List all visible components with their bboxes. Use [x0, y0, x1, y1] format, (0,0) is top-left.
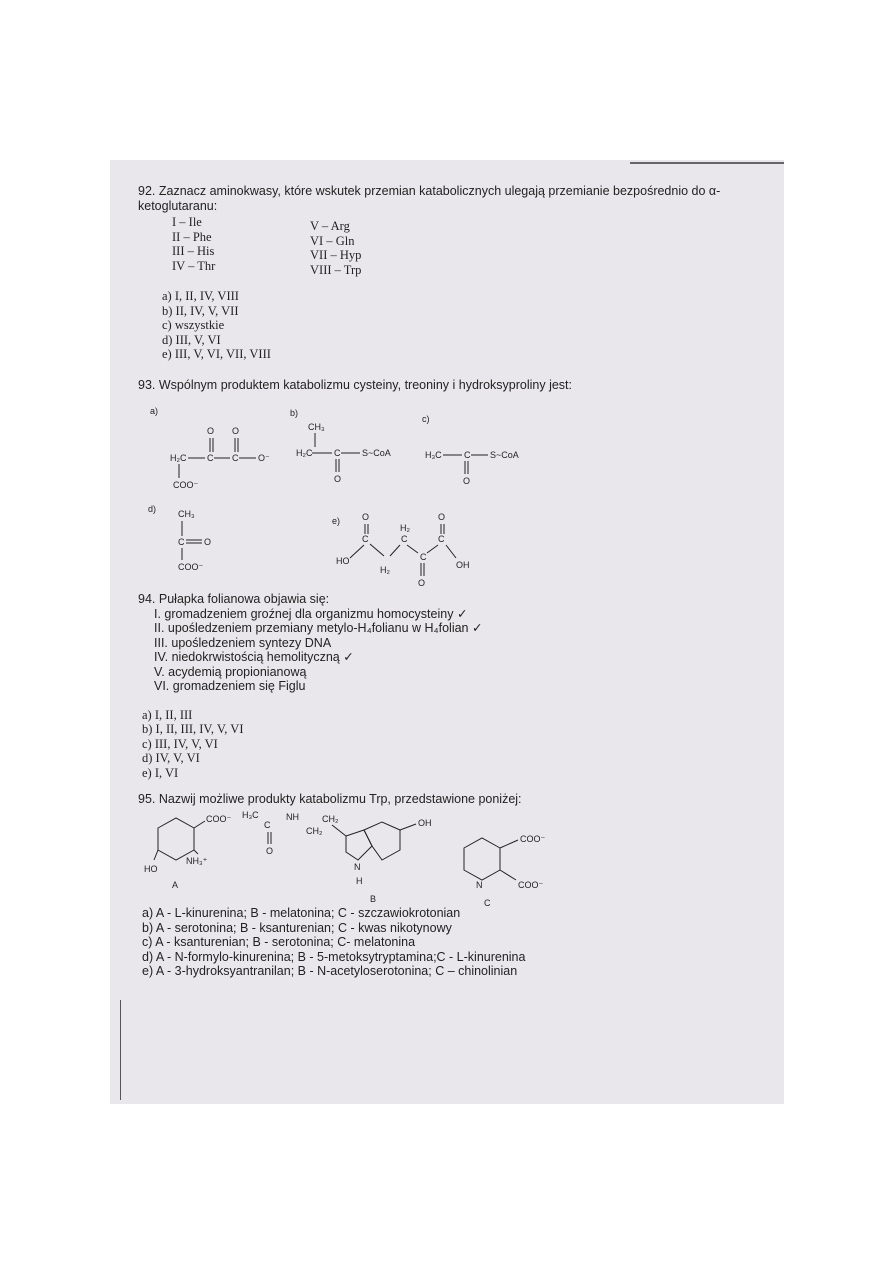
svg-text:C: C — [464, 450, 471, 460]
svg-text:C: C — [334, 448, 341, 458]
question-95: 95. Nazwij możliwe produkty katabolizmu Trp, przedstawione poniżej: — [138, 792, 522, 806]
svg-text:C: C — [401, 534, 408, 544]
option[interactable]: c) III, IV, V, VI — [142, 736, 218, 751]
svg-text:N: N — [354, 862, 361, 872]
svg-text:C: C — [438, 534, 445, 544]
svg-text:COO⁻: COO⁻ — [206, 814, 232, 824]
statement: II. upośledzeniem przemiany metylo-H₄folianu w H₄folian ✓ — [154, 621, 483, 635]
svg-text:OH: OH — [456, 560, 470, 570]
structure-a — [170, 426, 270, 490]
svg-text:C: C — [264, 820, 271, 830]
question-93: 93. Wspólnym produktem katabolizmu cysteiny, treoniny i hydroksyproliny jest: — [138, 378, 572, 392]
question-92-items — [172, 215, 778, 277]
check-icon: ✓ — [472, 621, 483, 635]
structure-A — [144, 814, 232, 890]
question-92-options — [162, 289, 778, 362]
svg-text:O: O — [362, 512, 370, 522]
option[interactable]: b) II, IV, V, VII — [162, 303, 239, 318]
structure-c — [425, 450, 519, 486]
question-95-options — [138, 906, 778, 979]
option[interactable]: e) III, V, VI, VII, VIII — [162, 347, 271, 361]
option[interactable]: d) IV, V, VI — [142, 751, 200, 765]
svg-text:C: C — [232, 453, 239, 463]
svg-text:C: C — [178, 537, 185, 547]
option-label[interactable]: e) — [332, 516, 341, 526]
question-94: 94. Pułapka folianowa objawia się: I. gromadzeniem groźnej dla organizmu homocysteiny ✓ II. upośledzeniem przemiany metylo-H₄folianu w H₄folian ✓ III. upośledzeniem syntezy DNA IV. niedokrwistością hemolityczną ✓ V. acydemią propionianową VI. gromadzeniem się Figlu a) I, II, III b) I, II, III, IV, V, VI c) III, IV, V, VI d) IV, V, VI e) I, VI — [138, 592, 778, 780]
svg-text:O: O — [232, 426, 240, 436]
option-label[interactable]: d) — [148, 504, 157, 514]
svg-text:C: C — [420, 552, 427, 562]
svg-text:COO⁻: COO⁻ — [518, 880, 544, 890]
svg-text:HO: HO — [336, 556, 350, 566]
svg-text:H₂: H₂ — [380, 565, 390, 575]
option-label[interactable]: c) — [422, 414, 430, 424]
option-label[interactable]: b) — [290, 408, 299, 418]
option[interactable]: e) I, VI — [142, 765, 179, 780]
statement: V. acydemią propionianową — [154, 664, 307, 679]
svg-text:CH₃: CH₃ — [308, 422, 325, 432]
svg-text:C: C — [362, 534, 369, 544]
statement: VI. gromadzeniem się Figlu — [154, 679, 306, 693]
question-94-items — [154, 607, 778, 694]
scanned-page — [110, 160, 784, 1104]
svg-text:CH₂: CH₂ — [322, 814, 339, 824]
option[interactable]: b) A - serotonina; B - ksanturenian; C - kwas nikotynowy — [142, 920, 452, 935]
svg-text:CH₂: CH₂ — [306, 826, 323, 836]
svg-text:O: O — [438, 512, 446, 522]
option[interactable]: a) I, II, III — [142, 707, 193, 722]
svg-text:H₂: H₂ — [400, 523, 410, 533]
structure-b — [296, 422, 391, 484]
structure-C — [464, 834, 546, 908]
option[interactable]: c) wszystkie — [162, 318, 225, 332]
question-93-structures — [110, 400, 784, 600]
statement: III. upośledzeniem syntezy DNA — [154, 635, 332, 650]
statement: IV. niedokrwistością hemolityczną ✓ — [154, 650, 354, 664]
svg-text:CH₃: CH₃ — [178, 509, 195, 519]
svg-text:O⁻: O⁻ — [258, 453, 270, 463]
structure-label[interactable]: C — [484, 898, 491, 908]
option[interactable]: c) A - ksanturenian; B - serotonina; C- melatonina — [142, 935, 416, 949]
question-92 — [138, 184, 778, 362]
option[interactable]: e) A - 3-hydroksyantranilan; B - N-acetyloserotonina; C – chinolinian — [142, 964, 518, 978]
svg-text:O: O — [207, 426, 215, 436]
option[interactable]: a) I, II, IV, VIII — [162, 289, 239, 303]
svg-text:H: H — [356, 876, 363, 886]
svg-text:H₂C: H₂C — [296, 448, 313, 458]
svg-text:S~CoA: S~CoA — [490, 450, 519, 460]
svg-text:C: C — [207, 453, 214, 463]
structure-d — [178, 509, 211, 572]
svg-text:H₃C: H₃C — [242, 810, 259, 820]
structure-e — [336, 512, 470, 588]
svg-text:N: N — [476, 880, 483, 890]
svg-text:O: O — [266, 846, 274, 856]
svg-text:COO⁻: COO⁻ — [173, 480, 199, 490]
svg-text:H₃C: H₃C — [425, 450, 442, 460]
svg-text:O: O — [334, 474, 342, 484]
svg-text:S~CoA: S~CoA — [362, 448, 391, 458]
option[interactable]: d) A - N-formylo-kinurenina; B - 5-metoksytryptamina;C - L-kinurenina — [142, 949, 526, 964]
question-92-text: 92. Zaznacz aminokwasy, które wskutek przemian katabolicznych ulegają przemianie bezpośrednio do α-ketoglutaranu: — [138, 184, 721, 213]
page-edge-line — [630, 162, 784, 164]
page-edge-line — [120, 1000, 121, 1100]
statement: I. gromadzeniem groźnej dla organizmu homocysteiny ✓ — [154, 606, 468, 621]
item-list-left: I – Ile II – Phe III – His IV – Thr — [172, 215, 216, 273]
svg-text:NH: NH — [286, 812, 299, 822]
item-list-right: V – Arg VI – Gln VII – Hyp VIII – Trp — [310, 219, 362, 277]
check-icon: ✓ — [343, 650, 354, 664]
check-icon: ✓ — [456, 606, 468, 621]
structure-B — [242, 810, 432, 904]
structure-label[interactable]: A — [172, 880, 179, 890]
svg-text:COO⁻: COO⁻ — [520, 834, 546, 844]
svg-text:H₂C: H₂C — [170, 453, 187, 463]
svg-text:NH₃⁺: NH₃⁺ — [186, 856, 208, 866]
option[interactable]: b) I, II, III, IV, V, VI — [142, 722, 244, 736]
option-label[interactable]: a) — [150, 406, 159, 416]
structure-label[interactable]: B — [370, 894, 377, 904]
option[interactable]: a) A - L-kinurenina; B - melatonina; C - szczawiokrotonian — [142, 906, 461, 920]
svg-text:O: O — [418, 578, 426, 588]
option[interactable]: d) III, V, VI — [162, 332, 221, 347]
svg-text:O: O — [463, 476, 471, 486]
svg-text:COO⁻: COO⁻ — [178, 562, 204, 572]
question-94-options — [142, 708, 778, 781]
svg-text:HO: HO — [144, 864, 158, 874]
svg-text:O: O — [204, 537, 212, 547]
svg-text:OH: OH — [418, 818, 432, 828]
question-95-structures — [110, 808, 784, 908]
